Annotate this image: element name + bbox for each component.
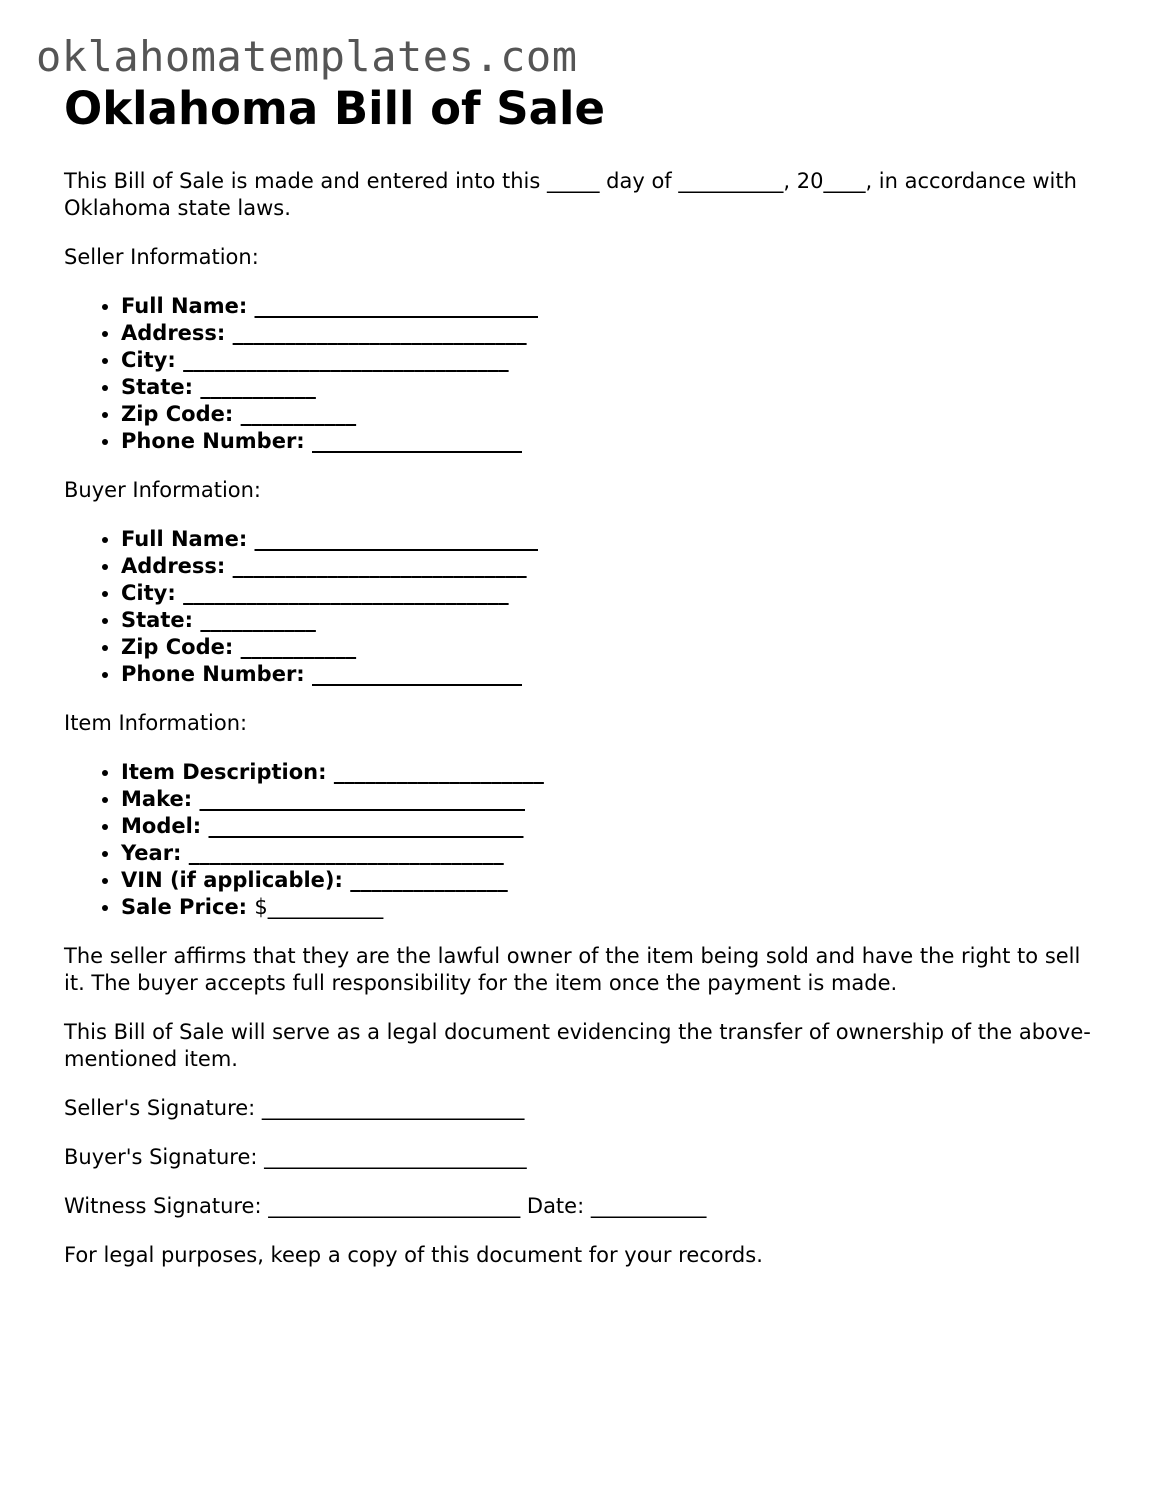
item-model-field[interactable]: • Model: ______________________________ — [121, 813, 1104, 840]
item-section-heading: Item Information: — [64, 710, 248, 735]
seller-zip-field[interactable]: • Zip Code: ___________ — [121, 401, 1104, 428]
seller-signature-line[interactable]: Seller's Signature: _________________________ — [64, 1095, 525, 1120]
buyer-signature-line[interactable]: Buyer's Signature: _________________________ — [64, 1144, 527, 1169]
item-vin-field[interactable]: • VIN (if applicable): _______________ — [121, 867, 1104, 894]
item-year-field[interactable]: • Year: ______________________________ — [121, 840, 1104, 867]
seller-phone-field[interactable]: • Phone Number: ____________________ — [121, 428, 1104, 455]
document-body — [64, 84, 1104, 1269]
seller-fields-list — [64, 293, 1104, 455]
item-sale-price-field[interactable]: • Sale Price: $___________ — [121, 894, 1104, 921]
seller-full-name-field[interactable]: • Full Name: ___________________________ — [121, 293, 1104, 320]
seller-address-field[interactable]: • Address: ____________________________ — [121, 320, 1104, 347]
buyer-address-field[interactable]: • Address: ____________________________ — [121, 553, 1104, 580]
buyer-section-heading: Buyer Information: — [64, 477, 262, 502]
affirmation-paragraph: The seller affirms that they are the lawful owner of the item being sold and have the right to sell it. The buyer accepts full responsibility for the item once the payment is made. — [64, 943, 1081, 995]
item-fields-list — [64, 759, 1104, 921]
legal-statement-paragraph: This Bill of Sale will serve as a legal document evidencing the transfer of ownership of the above-mentioned item. — [64, 1019, 1091, 1071]
seller-city-field[interactable]: • City: _______________________________ — [121, 347, 1104, 374]
buyer-zip-field[interactable]: • Zip Code: ___________ — [121, 634, 1104, 661]
witness-signature-line[interactable]: Witness Signature: ________________________ Date: ___________ — [64, 1193, 707, 1218]
intro-paragraph: This Bill of Sale is made and entered into this _____ day of __________, 20____, in accordance with Oklahoma state laws. — [64, 168, 1077, 220]
buyer-fields-list — [64, 526, 1104, 688]
buyer-city-field[interactable]: • City: _______________________________ — [121, 580, 1104, 607]
item-make-field[interactable]: • Make: _______________________________ — [121, 786, 1104, 813]
footer-note: For legal purposes, keep a copy of this document for your records. — [64, 1242, 763, 1267]
buyer-state-field[interactable]: • State: ___________ — [121, 607, 1104, 634]
item-description-field[interactable]: • Item Description: ____________________ — [121, 759, 1104, 786]
document-title: Oklahoma Bill of Sale — [64, 82, 605, 135]
seller-section-heading: Seller Information: — [64, 244, 259, 269]
watermark: oklahomatemplates.com — [36, 32, 578, 81]
buyer-full-name-field[interactable]: • Full Name: ___________________________ — [121, 526, 1104, 553]
seller-state-field[interactable]: • State: ___________ — [121, 374, 1104, 401]
buyer-phone-field[interactable]: • Phone Number: ____________________ — [121, 661, 1104, 688]
